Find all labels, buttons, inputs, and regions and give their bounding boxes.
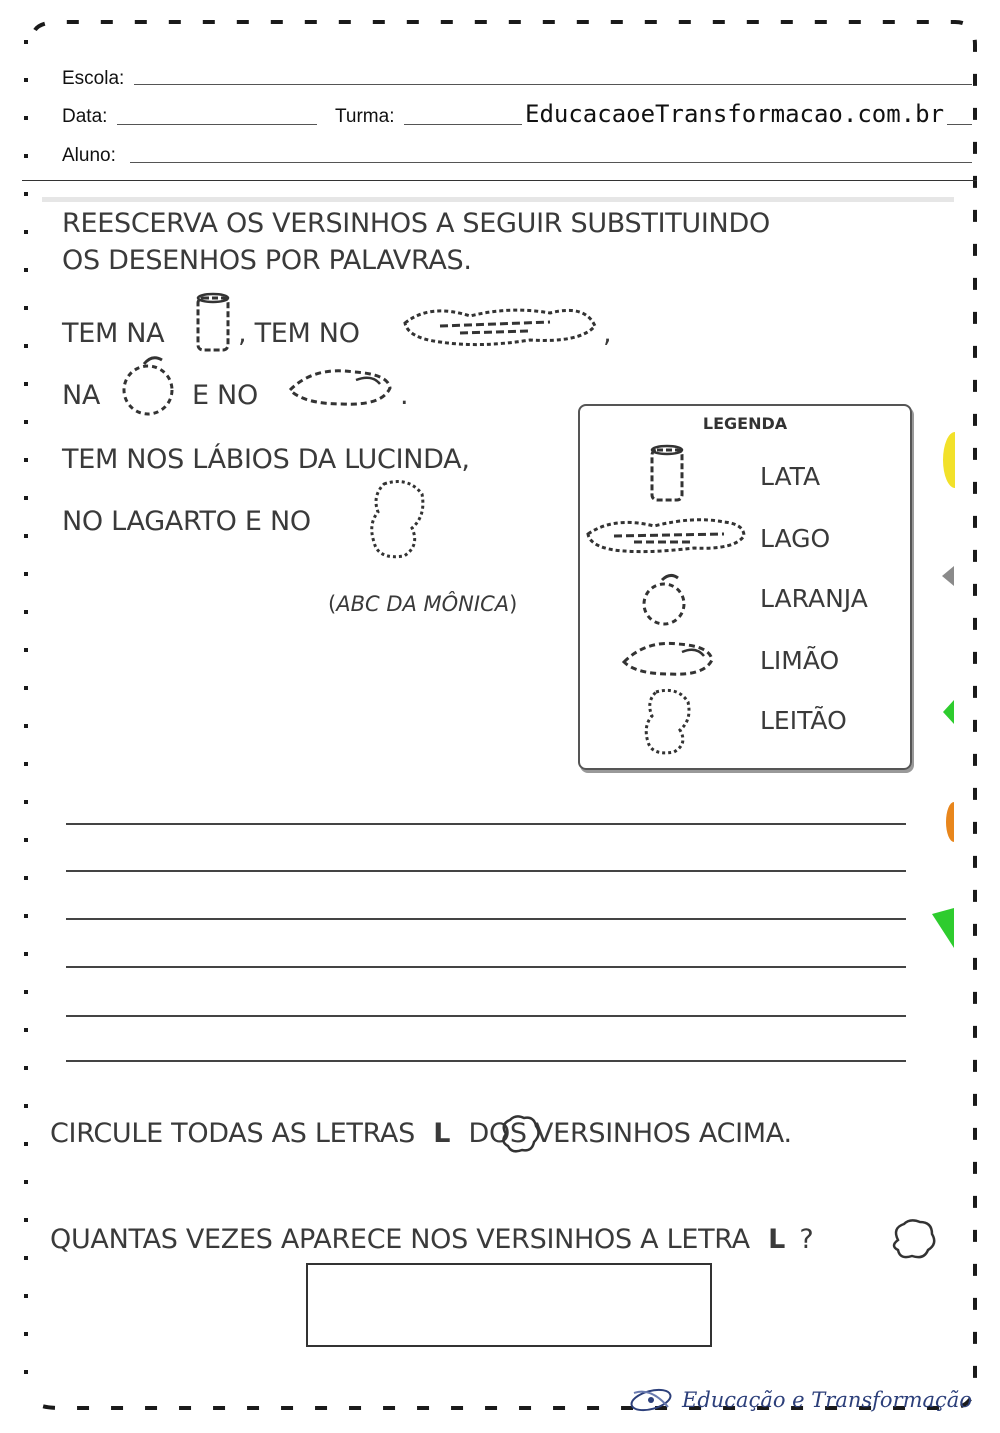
date-field[interactable] — [117, 124, 317, 125]
instruction-line-1: REESCERVA OS VERSINHOS A SEGUIR SUBSTITUINDO — [62, 208, 770, 239]
side-decoration-yellow — [935, 425, 955, 495]
verse-line-2c: . — [400, 380, 409, 411]
verse-line-2b: E NO — [192, 380, 258, 411]
writing-line-2[interactable] — [66, 870, 906, 872]
section-bar — [42, 197, 954, 202]
verse-line-1a: TEM NA — [62, 318, 165, 349]
circle-letter: L — [433, 1118, 451, 1149]
side-decoration-gray — [940, 566, 954, 586]
writing-line-4[interactable] — [66, 966, 906, 968]
legend-lemon-icon — [618, 634, 716, 682]
side-decoration-green — [940, 700, 954, 724]
legend-lake-icon — [584, 512, 748, 556]
legend-word-limao: LIMÃO — [760, 646, 840, 675]
lemon-icon — [284, 360, 396, 412]
header-divider — [22, 180, 977, 181]
legend-piglet-icon — [640, 686, 696, 758]
side-decoration-green-2 — [932, 908, 954, 948]
verse-line-1b: , TEM NO — [238, 318, 360, 349]
verse-line-4: NO LAGARTO E NO — [62, 506, 311, 537]
writing-line-5[interactable] — [66, 1015, 906, 1017]
website-text: EducacaoeTransformacao.com.br — [522, 100, 947, 128]
writing-line-1[interactable] — [66, 823, 906, 825]
brand-logo-icon — [628, 1385, 674, 1415]
cloud-question-icon — [888, 1216, 938, 1262]
verse-line-2a: NA — [62, 380, 101, 411]
legend-can-icon — [646, 444, 690, 506]
class-label: Turma: — [335, 106, 395, 127]
school-field[interactable] — [134, 84, 972, 85]
writing-line-3[interactable] — [66, 918, 906, 920]
piglet-icon — [364, 476, 430, 562]
student-label: Aluno: — [62, 145, 116, 166]
footer-brand — [628, 1385, 972, 1415]
cloud-circle-icon — [496, 1112, 542, 1156]
legend-word-leitao: LEITÃO — [760, 706, 847, 735]
orange-icon — [114, 352, 186, 418]
lake-icon — [400, 298, 600, 353]
footer-brand-text: Educação e Transformação — [682, 1388, 972, 1412]
student-field[interactable] — [130, 162, 972, 163]
school-label: Escola: — [62, 68, 125, 89]
can-icon — [192, 290, 236, 356]
source-title: ABC DA MÔNICA — [336, 592, 510, 616]
count-question: QUANTAS VEZES APARECE NOS VERSINHOS A LETRA L ? — [50, 1224, 814, 1255]
source-citation: (ABC DA MÔNICA) — [328, 592, 518, 616]
legend-box — [578, 404, 912, 770]
circle-instruction: CIRCULE TODAS AS LETRAS L DOS VERSINHOS ACIMA. — [50, 1118, 792, 1149]
legend-orange-icon — [636, 570, 696, 628]
verse-line-3: TEM NOS LÁBIOS DA LUCINDA, — [62, 444, 470, 475]
count-letter: L — [768, 1224, 786, 1255]
answer-box[interactable] — [306, 1263, 712, 1347]
verse-line-1c: , — [603, 318, 612, 349]
instruction-line-2: OS DESENHOS POR PALAVRAS. — [62, 245, 472, 276]
legend-word-laranja: LARANJA — [760, 584, 868, 613]
legend-word-lago: LAGO — [760, 524, 831, 553]
legend-word-lata: LATA — [760, 462, 821, 491]
writing-line-6[interactable] — [66, 1060, 906, 1062]
date-label: Data: — [62, 106, 108, 127]
side-decoration-orange — [940, 800, 954, 844]
legend-title: LEGENDA — [702, 414, 788, 433]
